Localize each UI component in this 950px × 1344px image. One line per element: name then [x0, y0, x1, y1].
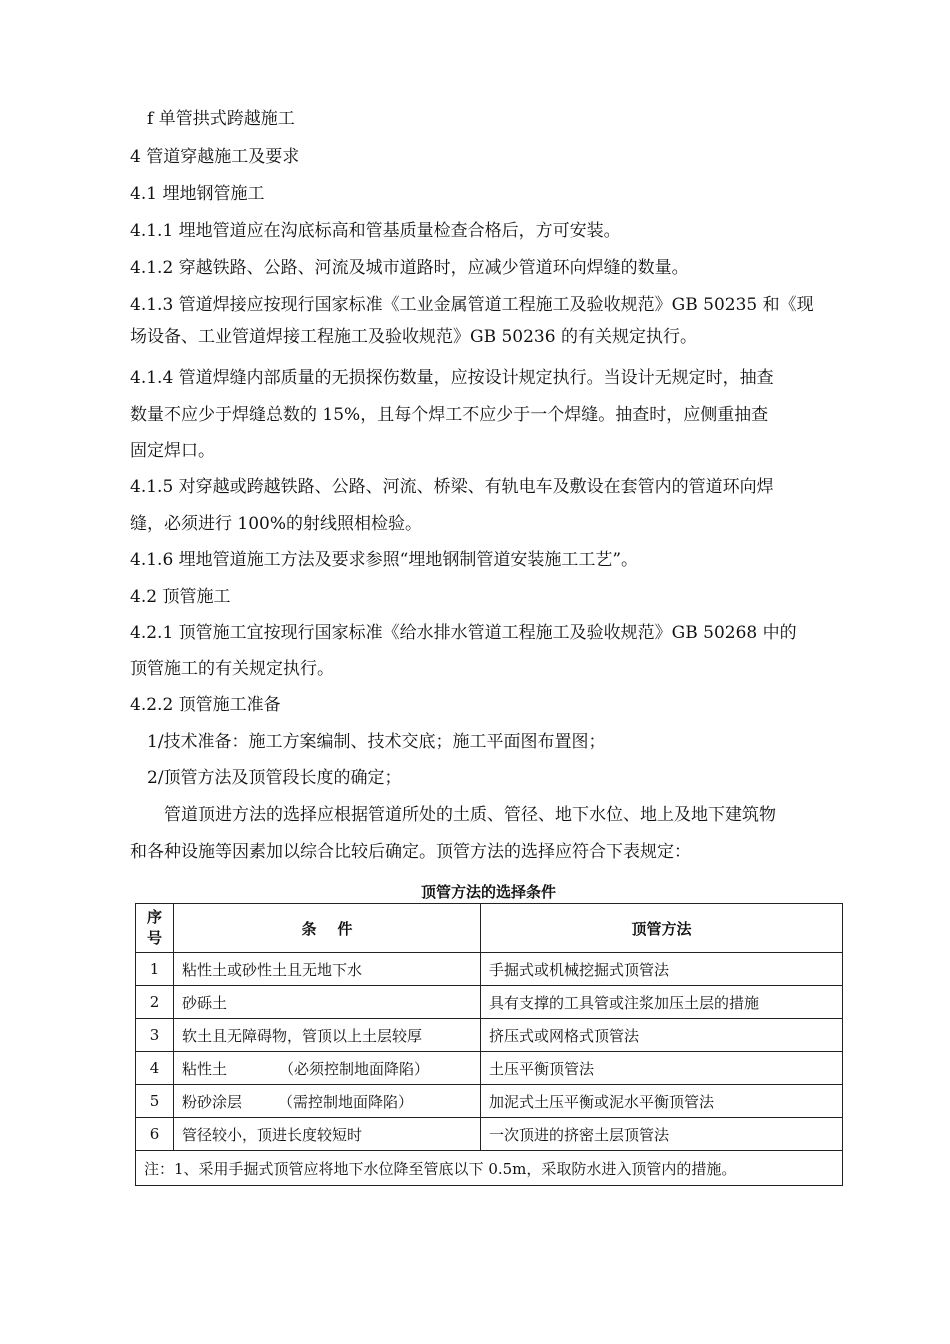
clause-4-1-4-line-2: 数量不应少于焊缝总数的 15%，且每个焊工不应少于一个焊缝。抽查时，应侧重抽查 — [130, 405, 769, 425]
table-note-row — [136, 1151, 843, 1186]
clause-4-1-5-line-1: 4.1.5 对穿越或跨越铁路、公路、河流、桥梁、有轨电车及敷设在套管内的管道环向焊 — [130, 477, 774, 497]
row-number: 1 — [136, 953, 174, 986]
row-condition — [174, 953, 481, 986]
row-condition — [174, 1052, 481, 1085]
row-method: 挤压式或网格式顶管法 — [481, 1019, 843, 1052]
body-paragraph-line-2: 和各种设施等因素加以综合比较后确定。顶管方法的选择应符合下表规定： — [130, 842, 691, 862]
header-seq-line-2: 号 — [146, 929, 162, 947]
row-method: 一次顶进的挤密土层顶管法 — [481, 1118, 843, 1151]
clause-4-1-4-line-3: 固定焊口。 — [130, 441, 215, 461]
row-condition-text: 软土且无障碍物，管顶以上土层较厚 — [182, 1026, 423, 1045]
table-row — [136, 953, 843, 986]
row-condition — [174, 1085, 481, 1118]
row-condition-text: 管径较小，顶进长度较短时 — [182, 1125, 363, 1144]
clause-4-1-4-line-1: 4.1.4 管道焊缝内部质量的无损探伤数量，应按设计规定执行。当设计无规定时，抽查 — [130, 368, 774, 388]
row-condition-note: （需控制地面降陷） — [278, 1092, 414, 1111]
clause-4-1-2: 4.1.2 穿越铁路、公路、河流及城市道路时，应减少管道环向焊缝的数量。 — [130, 258, 689, 278]
clause-4-1-6: 4.1.6 埋地管道施工方法及要求参照“埋地钢制管道安装施工工艺”。 — [130, 550, 639, 570]
row-condition — [174, 986, 481, 1019]
row-condition-text: 粉砂涂层 — [182, 1092, 243, 1111]
row-condition-text: 砂砾土 — [182, 993, 228, 1012]
header-condition: 条 件 — [174, 904, 481, 953]
table-row — [136, 1019, 843, 1052]
table-header-row — [136, 904, 843, 953]
row-number: 2 — [136, 986, 174, 1019]
item-method-determination: 2/顶管方法及顶管段长度的确定； — [147, 768, 402, 788]
clause-4-2-1-line-2: 顶管施工的有关规定执行。 — [130, 659, 334, 679]
row-number: 3 — [136, 1019, 174, 1052]
row-method: 土压平衡顶管法 — [481, 1052, 843, 1085]
table-title: 顶管方法的选择条件 — [420, 883, 556, 901]
row-method: 加泥式土压平衡或泥水平衡顶管法 — [481, 1085, 843, 1118]
header-method: 顶管方法 — [481, 904, 843, 953]
section-heading-4: 4 管道穿越施工及要求 — [130, 147, 300, 167]
row-condition-note: （必须控制地面降陷） — [279, 1059, 430, 1078]
row-condition-text: 粘性土或砂性土且无地下水 — [182, 960, 363, 979]
row-condition — [174, 1019, 481, 1052]
table-row — [136, 986, 843, 1019]
clause-4-1-1: 4.1.1 埋地管道应在沟底标高和管基质量检查合格后，方可安装。 — [130, 221, 621, 241]
row-condition-text: 粘性土 — [182, 1059, 228, 1078]
section-heading-4-2: 4.2 顶管施工 — [130, 587, 231, 607]
clause-4-2-1-line-1: 4.2.1 顶管施工宜按现行国家标准《给水排水管道工程施工及验收规范》GB 50268 中的 — [130, 623, 797, 643]
row-method: 具有支撑的工具管或注浆加压土层的措施 — [481, 986, 843, 1019]
row-number: 6 — [136, 1118, 174, 1151]
row-condition — [174, 1118, 481, 1151]
clause-4-1-3-line-1: 4.1.3 管道焊接应按现行国家标准《工业金属管道工程施工及验收规范》GB 50235 和《现 — [130, 295, 814, 315]
clause-4-1-5-line-2: 缝，必须进行 100%的射线照相检验。 — [130, 514, 423, 534]
clause-4-2-2: 4.2.2 顶管施工准备 — [130, 695, 281, 715]
table-row — [136, 1052, 843, 1085]
clause-4-1-3-line-2: 场设备、工业管道焊接工程施工及验收规范》GB 50236 的有关规定执行。 — [130, 327, 697, 347]
table-row — [136, 1118, 843, 1151]
body-paragraph-line-1: 管道顶进方法的选择应根据管道所处的土质、管径、地下水位、地上及地下建筑物 — [164, 805, 776, 825]
paragraph-heading-f: f 单管拱式跨越施工 — [147, 109, 295, 129]
section-heading-4-1: 4.1 埋地钢管施工 — [130, 184, 265, 204]
selection-conditions-table — [135, 903, 843, 1186]
header-seq — [136, 904, 174, 953]
row-number: 5 — [136, 1085, 174, 1118]
item-technical-preparation: 1/技术准备：施工方案编制、技术交底；施工平面图布置图； — [147, 732, 606, 752]
header-seq-line-1: 序 — [146, 908, 162, 926]
table-row — [136, 1085, 843, 1118]
row-number: 4 — [136, 1052, 174, 1085]
row-method: 手掘式或机械挖掘式顶管法 — [481, 953, 843, 986]
table-note: 注：1、采用手掘式顶管应将地下水位降至管底以下 0.5m，采取防水进入顶管内的措施。 — [136, 1151, 843, 1186]
